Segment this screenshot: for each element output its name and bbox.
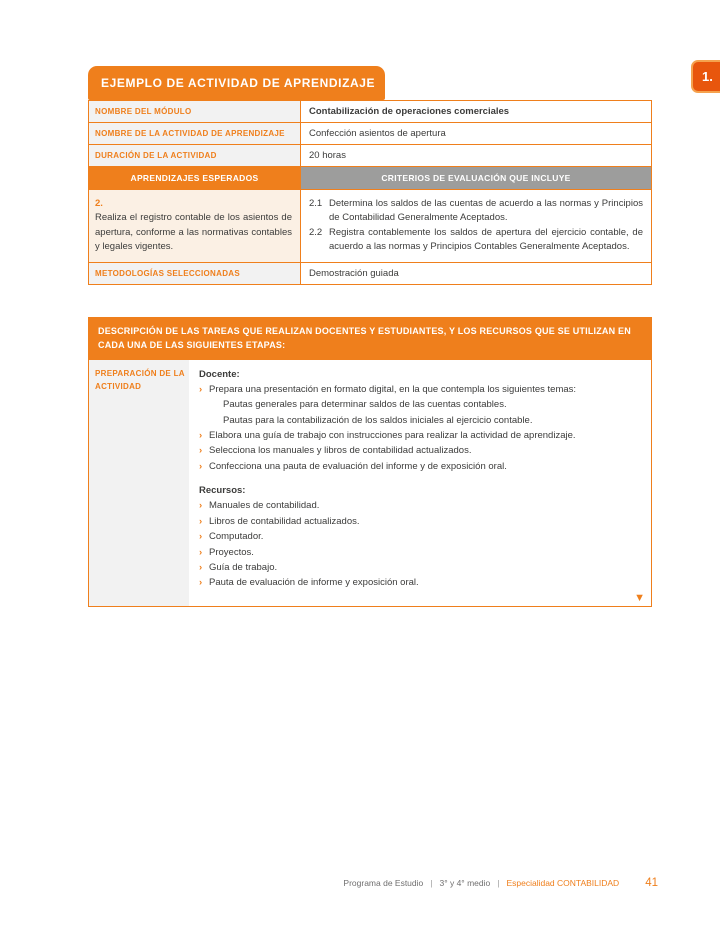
bullet-arrow-icon: › <box>199 531 203 543</box>
list-item <box>199 498 641 513</box>
list-item-text: Prepara una presentación en formato digital, en la que contempla los siguientes temas: <box>209 383 577 395</box>
learning-text: Realiza el registro contable de los asientos de apertura, conforme a las normativas contables y legales vigentes. <box>95 212 292 252</box>
module-name-value: Contabilización de operaciones comerciales <box>301 101 651 122</box>
duration-value: 20 horas <box>301 145 651 166</box>
criterion-number: 2.1 <box>309 198 323 209</box>
list-item-text: Confecciona una pauta de evaluación del informe y de exposición oral. <box>209 460 507 472</box>
table-row <box>89 122 651 144</box>
criterion-number: 2.2 <box>309 226 323 238</box>
list-item-text: Selecciona los manuales y libros de contabilidad actualizados. <box>209 445 472 457</box>
expected-learning-header: APRENDIZAJES ESPERADOS <box>89 167 301 189</box>
page-footer <box>0 877 658 889</box>
list-item <box>199 575 641 590</box>
page-title-label: EJEMPLO DE ACTIVIDAD DE APRENDIZAJE <box>101 76 376 90</box>
module-name-label: NOMBRE DEL MÓDULO <box>89 101 301 122</box>
footer-separator: | <box>430 878 433 888</box>
bullet-arrow-icon: › <box>199 546 203 558</box>
expected-learning-cell <box>89 190 301 262</box>
stage-content <box>189 360 651 606</box>
table-row <box>89 262 651 284</box>
stage-label: PREPARACIÓN DE LA ACTIVIDAD <box>89 360 189 606</box>
evaluation-criteria-header: CRITERIOS DE EVALUACIÓN QUE INCLUYE <box>301 167 651 189</box>
methodology-label: METODOLOGÍAS SELECCIONADAS <box>89 263 301 284</box>
page-number: 41 <box>645 877 658 889</box>
table-header-row <box>89 166 651 189</box>
activity-info-table <box>88 100 652 285</box>
list-item-text: Proyectos. <box>209 546 254 558</box>
page-title <box>88 66 385 100</box>
list-item <box>199 382 641 397</box>
duration-label: DURACIÓN DE LA ACTIVIDAD <box>89 145 301 166</box>
table-row <box>89 100 651 122</box>
sub-list-item: Pautas para la contabilización de los saldos iniciales al ejercicio contable. <box>223 414 533 426</box>
preparation-stage-row <box>89 360 651 606</box>
footer-specialty: Especialidad CONTABILIDAD <box>506 878 620 888</box>
list-item <box>199 560 641 575</box>
description-banner: DESCRIPCIÓN DE LAS TAREAS QUE REALIZAN DOCENTES Y ESTUDIANTES, Y LOS RECURSOS QUE SE UTILIZAN EN CADA UNA DE LAS SIGUIENTES ETAPAS: <box>89 318 651 360</box>
bullet-arrow-icon: › <box>199 460 203 472</box>
list-item-text: Elabora una guía de trabajo con instrucciones para realizar la actividad de aprendizaje. <box>209 430 576 442</box>
list-item-text: Pauta de evaluación de informe y exposición oral. <box>209 577 419 589</box>
activity-name-label: NOMBRE DE LA ACTIVIDAD DE APRENDIZAJE <box>89 123 301 144</box>
continuation-triangle-icon: ▼ <box>634 592 645 604</box>
bullet-arrow-icon: › <box>199 561 203 573</box>
list-item-text: Computador. <box>209 531 264 543</box>
list-item <box>199 428 641 443</box>
bullet-arrow-icon: › <box>199 445 203 457</box>
list-item-text: Libros de contabilidad actualizados. <box>209 515 360 527</box>
recursos-heading: Recursos: <box>199 485 246 497</box>
list-item <box>199 545 641 560</box>
criterion-text: Determina los saldos de las cuentas de acuerdo a las normas y Principios de Contabilidad Generalmente Aceptados. <box>329 198 643 224</box>
bullet-arrow-icon: › <box>199 577 203 589</box>
criterion-item <box>309 226 643 255</box>
bullet-arrow-icon: › <box>199 515 203 527</box>
section-number-tab <box>691 60 720 93</box>
criteria-cell <box>301 190 651 262</box>
bullet-arrow-icon: › <box>199 430 203 442</box>
bullet-arrow-icon: › <box>199 383 203 395</box>
learning-number: 2. <box>95 198 103 209</box>
activity-name-value: Confección asientos de apertura <box>301 123 651 144</box>
list-item <box>199 514 641 529</box>
footer-program: Programa de Estudio <box>343 878 424 888</box>
learning-criteria-row <box>89 189 651 262</box>
list-item <box>199 529 641 544</box>
section-number-label: 1. <box>702 69 713 84</box>
footer-grade: 3° y 4° medio <box>439 878 491 888</box>
docente-heading: Docente: <box>199 368 240 380</box>
criterion-text: Registra contablemente los saldos de apertura del ejercicio contable, de acuerdo a las normas y Principios Contables Generalmente Aceptados. <box>329 226 643 252</box>
table-row <box>89 144 651 166</box>
criterion-item <box>309 197 643 226</box>
methodology-value: Demostración guiada <box>301 263 651 284</box>
sub-list-item: Pautas generales para determinar saldos de las cuentas contables. <box>223 399 507 411</box>
bullet-arrow-icon: › <box>199 500 203 512</box>
list-item-text: Manuales de contabilidad. <box>209 500 320 512</box>
list-item <box>199 459 641 474</box>
list-item <box>199 443 641 458</box>
footer-separator: | <box>497 878 500 888</box>
task-description-table <box>88 317 652 607</box>
list-item-text: Guía de trabajo. <box>209 561 278 573</box>
